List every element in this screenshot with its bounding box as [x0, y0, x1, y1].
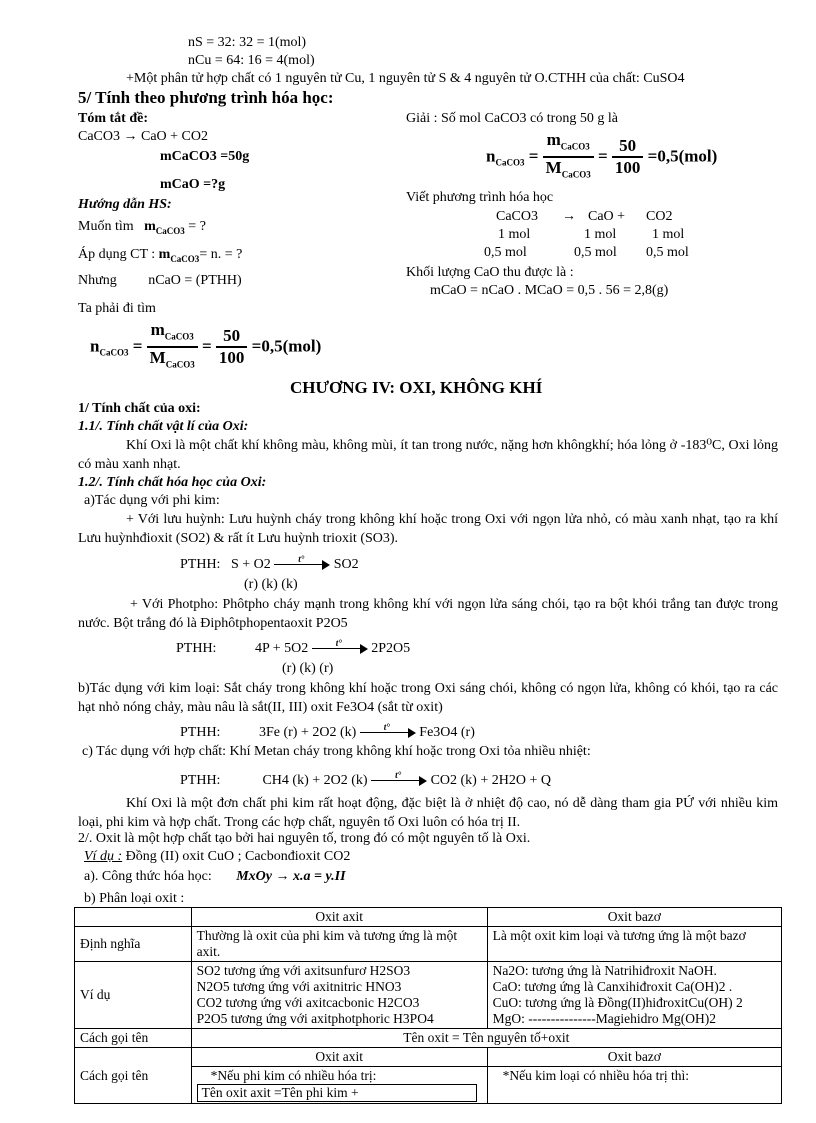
eq-phosphorus-states: (r) (k) (r)	[282, 661, 334, 676]
arrow-icon: t°	[360, 728, 416, 738]
apply-text: Áp dụng CT : $m_{CaCO3}= n$. = ?	[78, 247, 243, 264]
a-heading: a)Tác dụng với phi kim:	[84, 493, 220, 508]
s2-text: 2/. Oxit là một hợp chất tạo bởi hai nguyên tố, trong đó có một nguyên tố là Oxi.	[78, 831, 531, 846]
arrow-icon: t°	[312, 644, 368, 654]
mol2-b: 0,5 mol	[574, 245, 617, 260]
find-text: Muốn tìm $m_{CaCO3}$ = ?	[78, 219, 206, 236]
table-row	[75, 927, 782, 962]
eq-compound-1: CaCO3	[496, 209, 538, 224]
must-find: Ta phải đi tìm	[78, 301, 156, 316]
b-text: b)Tác dụng với kim loại: Sắt cháy trong không khí hoặc trong Oxi sáng chói, không có ngọn lửa, không có khói, tạo ra các hạt nhỏ nóng chảy, màu nâu là sắt(II, III) oxit Fe3O4 (sắt từ oxit)	[78, 681, 778, 715]
section5-heading: 5/ Tính theo phương trình hóa học:	[78, 88, 334, 107]
col-oxit-axit-2: Oxit axit	[191, 1048, 487, 1067]
acid-naming: *Nếu phi kim có nhiều hóa trị: Tên oxit axit =Tên phi kim +	[191, 1067, 487, 1104]
summary-label: Tóm tắt đề:	[78, 111, 148, 126]
eq-phosphorus: PTHH: 4P + 5O2 t° 2P2O5	[176, 637, 411, 656]
table-row	[75, 1048, 782, 1067]
eq-methane: PTHH: CH4 (k) + 2O2 (k) t° CO2 (k) + 2H2O + Q	[180, 769, 551, 788]
eq-iron: PTHH: 3Fe (r) + 2O2 (k) t° Fe3O4 (r)	[180, 721, 475, 740]
eq-sulfur: PTHH: S + O2 t° SO2	[180, 553, 359, 572]
molecule-line: +Một phân tử hợp chất có 1 nguyên tử Cu, 1 nguyên tử S & 4 nguyên tử O.CTHH của chất: CuSO4	[126, 71, 685, 86]
eq-sulfur-states: (r) (k) (k)	[244, 577, 298, 592]
arrow-icon: t°	[274, 560, 330, 570]
name-rule: Tên oxit = Tên nguyên tố+oxit	[191, 1029, 781, 1048]
ex-base: Na2O: tương ứng là Natrihiđroxit NaOH. CaO: tương ứng là Canxihiđroxit Ca(OH)2 . CuO: tương ứng là Đồng(II)hiđroxitCu(OH) 2 MgO: ---------------Magiehidro Mg(OH)2	[487, 962, 781, 1029]
acid-rule-box: Tên oxit axit =Tên phi kim +	[197, 1084, 477, 1102]
mol2-a: 0,5 mol	[484, 245, 527, 260]
def-label: Định nghĩa	[75, 927, 192, 962]
arrow-icon: t°	[371, 776, 427, 786]
s11-text: Khí Oxi là một chất khí không màu, không mùi, ít tan trong nước, nặng hơn khôngkhí; hóa lỏng ở -183⁰C, Oxi lỏng có màu xanh nhạt.	[78, 438, 778, 472]
write-eq: Viết phương trình hóa học	[406, 190, 554, 205]
eq-arrow: →	[562, 209, 576, 224]
table-row	[75, 1029, 782, 1048]
eq-compound-2: CaO +	[588, 209, 626, 224]
phosphorus-text: + Với Photpho: Phôtpho cháy mạnh trong không khí với ngọn lửa sáng chói, tạo ra bột khói trắng tan được trong nước. Bột trắng đó là Điphôtphopentaoxit P2O5	[78, 597, 778, 631]
s11-heading: 1.1/. Tính chất vật lí của Oxi:	[78, 419, 249, 434]
mol1-b: 1 mol	[584, 227, 617, 242]
m-cao: mCaO =?g	[160, 177, 226, 192]
solution-intro: Giải : Số mol CaCO3 có trong 50 g là	[406, 111, 618, 126]
mol1-a: 1 mol	[498, 227, 531, 242]
col-oxit-bazo-2: Oxit bazơ	[487, 1048, 781, 1067]
fraction-right: $n_{CaCO3}$ = $\frac{m_{CaCO3}}{M_{CaCO3}}$ = $\frac{50}{100}$ =0,5(mol)	[486, 130, 718, 180]
classify-line: b) Phân loại oxit :	[84, 891, 185, 906]
name-label-2: Cách gọi tên	[75, 1048, 192, 1104]
s12-heading: 1.2/. Tính chất hóa học của Oxi:	[78, 475, 267, 490]
def-base: Là một oxit kim loại và tương ứng là một bazơ	[487, 927, 781, 962]
ex-label: Ví dụ	[75, 962, 192, 1029]
col-oxit-bazo: Oxit bazơ	[487, 908, 781, 927]
oxide-table	[74, 907, 782, 1104]
def-acid: Thường là oxit của phi kim và tương ứng là một axit.	[191, 927, 487, 962]
eq-compound-3: CO2	[646, 209, 673, 224]
guide-label: Hướng dẫn HS:	[78, 197, 172, 212]
table-row	[75, 962, 782, 1029]
ncu-line: nCu = 64: 16 = 4(mol)	[188, 53, 315, 68]
fraction-left: $n_{CaCO3}$ = $\frac{m_{CaCO3}}{M_{CaCO3}}$ = $\frac{50}{100}$ =0,5(mol)	[90, 320, 322, 370]
ns-line: nS = 32: 32 = 1(mol)	[188, 35, 307, 50]
sulfur-text: + Với lưu huỳnh: Lưu huỳnh cháy trong không khí hoặc trong Oxi với ngọn lửa nhỏ, có màu xanh nhạt, tạo ra khí Lưu huỳnhđioxit (SO2) & rất ít Lưu huỳnh trioxit (SO3).	[78, 512, 778, 546]
base-naming: *Nếu kim loại có nhiều hóa trị thì:	[487, 1067, 781, 1104]
c-text: c) Tác dụng với hợp chất: Khí Metan cháy trong không khí hoặc trong Oxi tỏa nhiều nhiệt:	[82, 744, 591, 759]
table-row	[75, 908, 782, 927]
chapter-title: CHƯƠNG IV: OXI, KHÔNG KHÍ	[290, 378, 543, 397]
mol1-c: 1 mol	[652, 227, 685, 242]
mol2-c: 0,5 mol	[646, 245, 689, 260]
s1-heading: 1/ Tính chất của oxi:	[78, 401, 201, 416]
reaction: CaCO3 → CaO + CO2	[78, 129, 209, 144]
example-line: Ví dụ : Đồng (II) oxit CuO ; Cacbonđioxit CO2	[84, 849, 351, 864]
active-text: Khí Oxi là một đơn chất phi kim rất hoạt động, đặc biệt là ở nhiệt độ cao, nó dễ dàng tham gia PỨ với nhiều kim loại, phi kim và hợp chất. Trong các hợp chất, nguyên tố Oxi luôn có hóa trị II.	[78, 796, 778, 830]
but-text: Nhưng nCaO = (PTHH)	[78, 273, 242, 288]
m-caco3: mCaCO3 =50g	[160, 149, 250, 164]
mass-text: Khối lượng CaO thu được là :	[406, 265, 574, 280]
col-oxit-axit: Oxit axit	[191, 908, 487, 927]
name-label: Cách gọi tên	[75, 1029, 192, 1048]
mass-calc: mCaO = nCaO . MCaO = 0,5 . 56 = 2,8(g)	[430, 283, 669, 298]
ex-acid: SO2 tương ứng với axitsunfurơ H2SO3 N2O5 tương ứng với axitnitric HNO3 CO2 tương ứng với axitcacbonic H2CO3 P2O5 tương ứng với axitphotphoric H3PO4	[191, 962, 487, 1029]
formula-line: a). Công thức hóa học: MxOy → x.a = y.II	[84, 869, 346, 884]
